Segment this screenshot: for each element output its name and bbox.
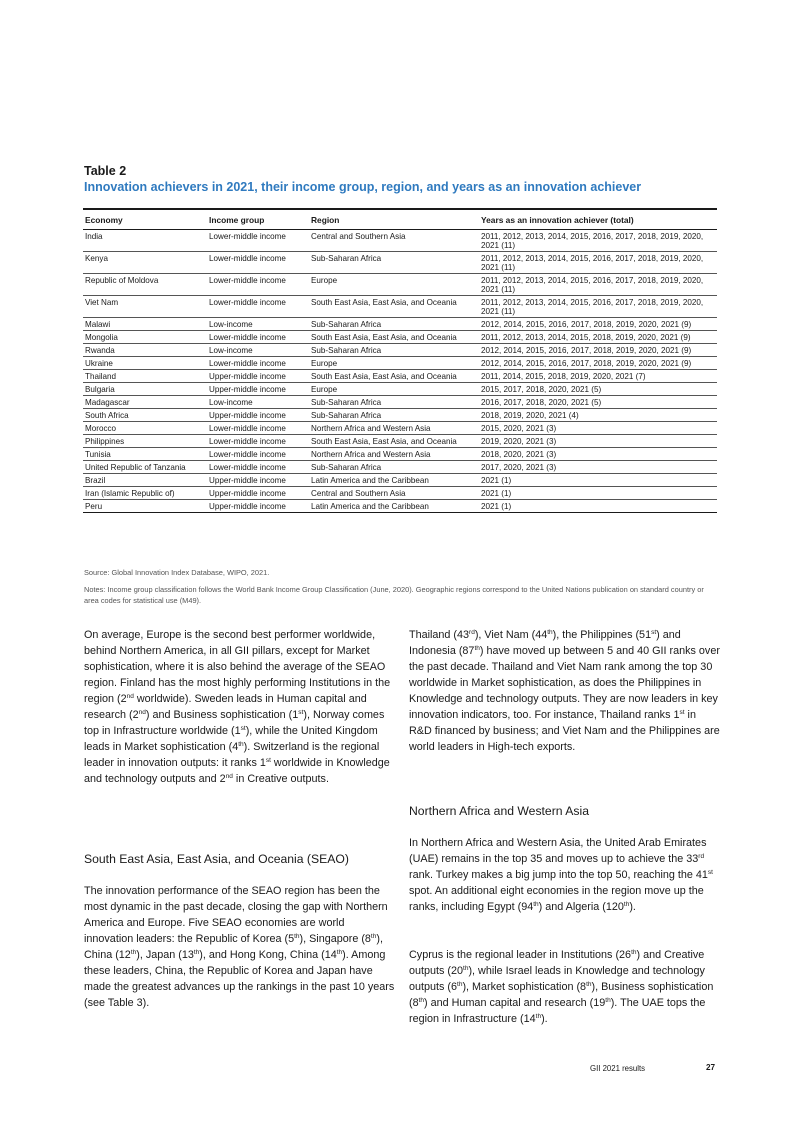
cell-income-group: Upper-middle income [207, 370, 309, 383]
table-row [83, 474, 717, 487]
cell-economy: Morocco [83, 422, 207, 435]
table-row [83, 331, 717, 344]
cell-income-group: Low-income [207, 396, 309, 409]
cell-region: Latin America and the Caribbean [309, 474, 479, 487]
cell-income-group: Upper-middle income [207, 409, 309, 422]
cell-region: Sub-Saharan Africa [309, 318, 479, 331]
seao-text [84, 883, 396, 1011]
table-body [83, 230, 717, 513]
cell-years: 2011, 2012, 2013, 2014, 2015, 2016, 2017, 2018, 2019, 2020, 2021 (11) [479, 296, 717, 318]
column-header-region: Region [309, 209, 479, 230]
nawa-heading: Northern Africa and Western Asia [409, 804, 589, 818]
cell-region: South East Asia, East Asia, and Oceania [309, 435, 479, 448]
cell-region: Sub-Saharan Africa [309, 344, 479, 357]
cell-region: Sub-Saharan Africa [309, 461, 479, 474]
page-number: 27 [706, 1063, 716, 1072]
table-row [83, 422, 717, 435]
cell-region: Central and Southern Asia [309, 230, 479, 252]
table-row [83, 296, 717, 318]
cell-economy: United Republic of Tanzania [83, 461, 207, 474]
footer-label: GII 2021 results [590, 1064, 646, 1073]
cell-years: 2018, 2020, 2021 (3) [479, 448, 717, 461]
table-header-row [83, 209, 717, 230]
nawa-text [409, 835, 721, 915]
table-row [83, 409, 717, 422]
cell-economy: Viet Nam [83, 296, 207, 318]
column-header-economy: Economy [83, 209, 207, 230]
table-row [83, 274, 717, 296]
cell-economy: Republic of Moldova [83, 274, 207, 296]
table-row [83, 252, 717, 274]
cell-economy: Madagascar [83, 396, 207, 409]
cell-years: 2016, 2017, 2018, 2020, 2021 (5) [479, 396, 717, 409]
table-title: Innovation achievers in 2021, their income group, region, and years as an innovation achiever [84, 180, 642, 194]
cell-years: 2011, 2012, 2013, 2014, 2015, 2016, 2017, 2018, 2019, 2020, 2021 (11) [479, 252, 717, 274]
cell-years: 2015, 2017, 2018, 2020, 2021 (5) [479, 383, 717, 396]
cell-economy: Tunisia [83, 448, 207, 461]
cell-region: Northern Africa and Western Asia [309, 448, 479, 461]
cell-region: Latin America and the Caribbean [309, 500, 479, 513]
cell-economy: Kenya [83, 252, 207, 274]
cell-years: 2015, 2020, 2021 (3) [479, 422, 717, 435]
cell-region: Sub-Saharan Africa [309, 396, 479, 409]
cell-economy: Mongolia [83, 331, 207, 344]
cell-years: 2018, 2019, 2020, 2021 (4) [479, 409, 717, 422]
nawa-paragraph-1: In Northern Africa and Western Asia, the United Arab Emirates (UAE) remains in the top 35 and moves up to achieve the 33rd rank. Turkey makes a big jump into the top 50, reaching the 41st spot. An additional eight economies in the region move up the ranks, including Egypt (94th) and Algeria (120th). [409, 837, 713, 913]
cell-years: 2012, 2014, 2015, 2016, 2017, 2018, 2019, 2020, 2021 (9) [479, 344, 717, 357]
seao-movers-paragraph: Thailand (43rd), Viet Nam (44th), the Philippines (51st) and Indonesia (87th) have moved up between 5 and 40 GII ranks over the past decade. Thailand and Viet Nam rank among the top 30 worldwide in Market sophistication, as does the Philippines in Knowledge and technology outputs. They are now leaders in key innovation indicators, too. For instance, Thailand ranks 1st in R&D financed by business; and Viet Nam and the Philippines are world leaders in High-tech exports. [409, 629, 720, 753]
nawa-paragraph-2: Cyprus is the regional leader in Institutions (26th) and Creative outputs (20th), while Israel leads in Knowledge and technology outputs (6th), Market sophistication (8th), Business sophistication (8th) and Human capital and research (19th). The UAE tops the region in Infrastructure (14th). [409, 949, 714, 1025]
cell-years: 2021 (1) [479, 474, 717, 487]
cell-region: Central and Southern Asia [309, 487, 479, 500]
cell-years: 2011, 2014, 2015, 2018, 2019, 2020, 2021 (7) [479, 370, 717, 383]
cell-economy: Peru [83, 500, 207, 513]
column-header-income-group: Income group [207, 209, 309, 230]
cell-income-group: Lower-middle income [207, 230, 309, 252]
cell-region: South East Asia, East Asia, and Oceania [309, 331, 479, 344]
table-row [83, 318, 717, 331]
cell-income-group: Upper-middle income [207, 383, 309, 396]
cell-years: 2019, 2020, 2021 (3) [479, 435, 717, 448]
seao-paragraph: The innovation performance of the SEAO region has been the most dynamic in the past decade, closing the gap with Northern America and Europe. Five SEAO economies are world innovation leaders: the Republic of Korea (5th), Singapore (8th), China (12th), Japan (13th), and Hong Kong, China (14th). Among these leaders, China, the Republic of Korea and Japan have made the greatest advances up the rankings in the past 10 years (see Table 3). [84, 885, 395, 1009]
cell-economy: Ukraine [83, 357, 207, 370]
europe-paragraph: On average, Europe is the second best performer worldwide, behind Northern America, in all GII pillars, except for Market sophistication, where it is also behind the average of the SEAO region. Finland has the most highly performing Institutions in the region (2nd worldwide). Sweden leads in Human capital and research (2nd) and Business sophistication (1st), Norway comes top in Infrastructure worldwide (1st), while the United Kingdom leads in Market sophistication (4th). Switzerland is the regional leader in innovation outputs: it ranks 1st worldwide in Knowledge and technology outputs and 2nd in Creative outputs. [84, 629, 391, 785]
cell-region: South East Asia, East Asia, and Oceania [309, 370, 479, 383]
cell-region: Northern Africa and Western Asia [309, 422, 479, 435]
cell-income-group: Upper-middle income [207, 474, 309, 487]
cell-economy: Bulgaria [83, 383, 207, 396]
cell-income-group: Lower-middle income [207, 252, 309, 274]
cell-economy: Iran (Islamic Republic of) [83, 487, 207, 500]
cell-years: 2011, 2012, 2013, 2014, 2015, 2018, 2019, 2020, 2021 (9) [479, 331, 717, 344]
table-row [83, 435, 717, 448]
cell-years: 2011, 2012, 2013, 2014, 2015, 2016, 2017, 2018, 2019, 2020, 2021 (11) [479, 230, 717, 252]
cell-years: 2021 (1) [479, 487, 717, 500]
cell-years: 2011, 2012, 2013, 2014, 2015, 2016, 2017, 2018, 2019, 2020, 2021 (11) [479, 274, 717, 296]
column-header-years: Years as an innovation achiever (total) [479, 209, 717, 230]
cell-income-group: Lower-middle income [207, 461, 309, 474]
cell-years: 2017, 2020, 2021 (3) [479, 461, 717, 474]
seao-heading: South East Asia, East Asia, and Oceania (SEAO) [84, 852, 349, 866]
cell-economy: Rwanda [83, 344, 207, 357]
cell-region: Sub-Saharan Africa [309, 252, 479, 274]
cell-region: Europe [309, 357, 479, 370]
cell-region: Sub-Saharan Africa [309, 409, 479, 422]
table-label: Table 2 [84, 164, 127, 178]
table-row [83, 357, 717, 370]
cell-economy: Malawi [83, 318, 207, 331]
cell-income-group: Low-income [207, 344, 309, 357]
seao-section [84, 851, 396, 867]
table-row [83, 487, 717, 500]
cell-economy: South Africa [83, 409, 207, 422]
left-column [84, 627, 396, 787]
table-row [83, 500, 717, 513]
table-source: Source: Global Innovation Index Database, WIPO, 2021. [84, 568, 270, 577]
table-row [83, 461, 717, 474]
cell-economy: Brazil [83, 474, 207, 487]
cell-income-group: Lower-middle income [207, 435, 309, 448]
table-row [83, 396, 717, 409]
cell-income-group: Upper-middle income [207, 500, 309, 513]
cell-economy: Thailand [83, 370, 207, 383]
cell-region: Europe [309, 274, 479, 296]
table-row [83, 230, 717, 252]
table-row [83, 370, 717, 383]
cell-income-group: Lower-middle income [207, 274, 309, 296]
nawa-text-2 [409, 947, 721, 1027]
table-notes: Notes: Income group classification follows the World Bank Income Group Classification (June, 2020). Geographic regions correspond to the United Nations publication on standard country or area codes for statistical use (M49). [84, 585, 704, 605]
cell-economy: India [83, 230, 207, 252]
cell-years: 2021 (1) [479, 500, 717, 513]
cell-years: 2012, 2014, 2015, 2016, 2017, 2018, 2019, 2020, 2021 (9) [479, 357, 717, 370]
cell-income-group: Low-income [207, 318, 309, 331]
table-row [83, 344, 717, 357]
table-row [83, 383, 717, 396]
table-row [83, 448, 717, 461]
cell-economy: Philippines [83, 435, 207, 448]
innovation-achievers-table [83, 208, 717, 513]
cell-region: Europe [309, 383, 479, 396]
cell-region: South East Asia, East Asia, and Oceania [309, 296, 479, 318]
nawa-section [409, 803, 721, 819]
cell-income-group: Lower-middle income [207, 422, 309, 435]
cell-income-group: Lower-middle income [207, 296, 309, 318]
cell-income-group: Upper-middle income [207, 487, 309, 500]
cell-income-group: Lower-middle income [207, 448, 309, 461]
right-column [409, 627, 721, 755]
cell-income-group: Lower-middle income [207, 331, 309, 344]
cell-income-group: Lower-middle income [207, 357, 309, 370]
cell-years: 2012, 2014, 2015, 2016, 2017, 2018, 2019, 2020, 2021 (9) [479, 318, 717, 331]
